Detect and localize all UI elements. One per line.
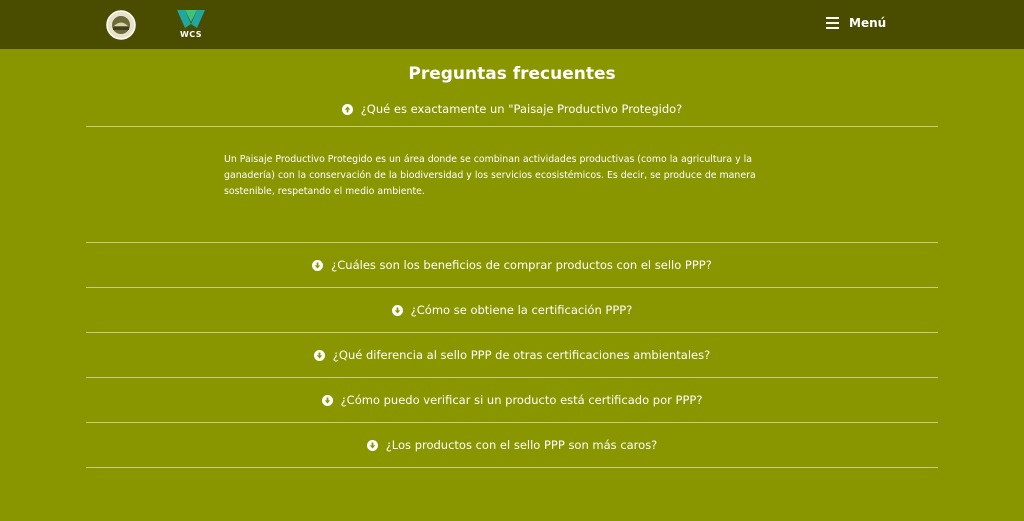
faq-question-toggle[interactable] [86,423,938,467]
faq-question-toggle[interactable] [86,92,938,126]
hamburger-icon [826,17,839,29]
chevron-up-circle-icon [342,104,353,115]
faq-item [86,333,938,378]
chevron-down-circle-icon [367,440,378,451]
chevron-down-circle-icon [314,350,325,361]
faq-question-text: ¿Cuáles son los beneficios de comprar productos con el sello PPP? [331,258,712,272]
site-header [0,0,1024,49]
menu-label: Menú [849,16,887,30]
faq-item [86,288,938,333]
faq-question-text: ¿Los productos con el sello PPP son más caros? [385,438,658,452]
faq-item [86,92,938,243]
faq-question-text: ¿Cómo puedo verificar si un producto está certificado por PPP? [340,393,703,407]
chevron-down-circle-icon [312,260,323,271]
faq-question-toggle[interactable] [86,378,938,422]
faq-question-text: ¿Qué es exactamente un "Paisaje Productivo Protegido? [360,102,683,116]
circular-seal-logo[interactable] [105,9,137,41]
faq-question-toggle[interactable] [86,288,938,332]
faq-answer-text: Un Paisaje Productivo Protegido es un área donde se combinan actividades productivas (como la agricultura y la ganadería) con la conservación de la biodiversidad y los servicios ecosistémicos. Es decir, se produce de manera sostenible, respetando el medio ambiente. [224,154,756,197]
faq-item [86,378,938,423]
chevron-down-circle-icon [322,395,333,406]
page-title: Preguntas frecuentes [408,64,616,84]
faq-list [86,92,938,468]
faq-question-text: ¿Cómo se obtiene la certificación PPP? [410,303,633,317]
faq-question-toggle[interactable] [86,333,938,377]
faq-item [86,243,938,288]
wcs-logo[interactable] [175,8,207,42]
chevron-down-circle-icon [392,305,403,316]
wcs-logo-text: WCS [179,30,203,39]
faq-item [86,423,938,468]
faq-answer [86,127,938,242]
menu-button[interactable] [826,16,886,30]
faq-question-text: ¿Qué diferencia al sello PPP de otras certificaciones ambientales? [332,348,711,362]
faq-question-toggle[interactable] [86,243,938,287]
